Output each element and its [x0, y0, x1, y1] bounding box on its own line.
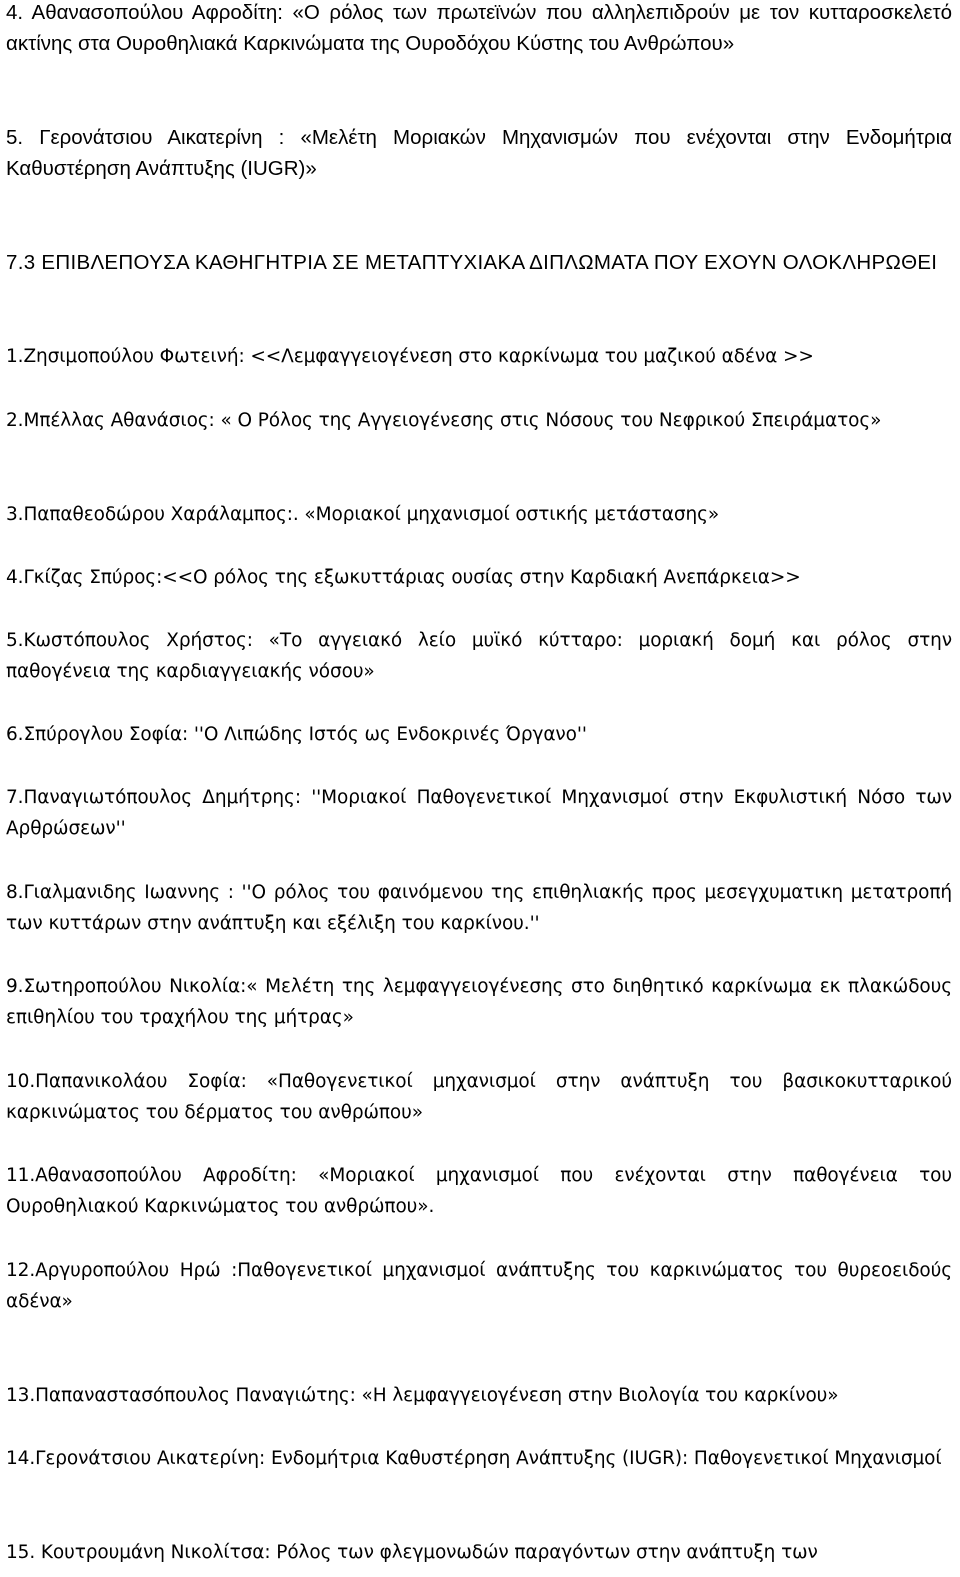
thesis-item-b11: 11.Αθανασοπούλου Αφροδίτη: «Μοριακοί μηχανισμοί που ενέχονται στην παθογένεια του Ουροθηλιακού Καρκινώματος του ανθρώπου». [6, 1165, 952, 1217]
thesis-item-b5: 5.Κωστόπουλος Χρήστος: «Το αγγειακό λείο μυϊκό κύτταρο: μοριακή δομή και ρόλος στην παθογένεια της καρδιαγγειακής νόσου» [6, 630, 952, 682]
thesis-item-b9: 9.Σωτηροπούλου Νικολία:« Μελέτη της λεμφαγγειογένεσης στο διηθητικό καρκίνωμα εκ πλακώδους επιθηλίου του τραχήλου της μήτρας» [6, 976, 952, 1028]
thesis-item-b10: 10.Παπανικολάου Σοφία: «Παθογενετικοί μηχανισμοί στην ανάπτυξη του βασικοκυτταρικού καρκινώματος του δέρματος του ανθρώπου» [6, 1071, 952, 1123]
thesis-item-b2: 2.Μπέλλας Αθανάσιος: « Ο Ρόλος της Αγγειογένεσης στις Νόσους του Νεφρικού Σπειράματος» [6, 410, 882, 431]
thesis-item-b6: 6.Σπύρογλου Σοφία: ''Ο Λιπώδης Ιστός ως Ενδοκρινές Όργανο'' [6, 724, 587, 745]
thesis-item-b4: 4.Γκίζας Σπύρος:<<Ο ρόλος της εξωκυττάριας ουσίας στην Καρδιακή Ανεπάρκεια>> [6, 567, 801, 588]
thesis-item-b7: 7.Παναγιωτόπουλος Δημήτρης: ''Μοριακοί Παθογενετικοί Μηχανισμοί στην Εκφυλιστική Νόσο των Αρθρώσεων'' [6, 787, 952, 839]
section-heading: 7.3 ΕΠΙΒΛΕΠΟΥΣΑ ΚΑΘΗΓΗΤΡΙΑ ΣΕ ΜΕΤΑΠΤΥΧΙΑΚΑ ΔΙΠΛΩΜΑΤΑ ΠΟΥ ΕΧΟΥΝ ΟΛΟΚΛΗΡΩΘΕΙ [6, 251, 938, 274]
thesis-item-b13: 13.Παπαναστασόπουλος Παναγιώτης: «Η λεμφαγγειογένεση στην Βιολογία του καρκίνου» [6, 1385, 839, 1406]
thesis-item-a5: 5. Γερονάτσιου Αικατερίνη : «Μελέτη Μοριακών Μηχανισμών που ενέχονται στην Ενδομήτρια Καθυστέρηση Ανάπτυξης (IUGR)» [6, 126, 952, 180]
thesis-item-a4: 4. Αθανασοπούλου Αφροδίτη: «Ο ρόλος των πρωτεϊνών που αλληλεπιδρούν με τον κυτταροσκελετό ακτίνης στα Ουροθηλιακά Καρκινώματα της Ουροδόχου Κύστης του Ανθρώπου» [6, 1, 952, 55]
thesis-item-b15: 15. Κουτρουμάνη Νικολίτσα: Ρόλος των φλεγμονωδών παραγόντων στην ανάπτυξη των [6, 1542, 818, 1563]
thesis-item-b8: 8.Γιαλμανιδης Ιωαννης : ''Ο ρόλος του φαινόμενου της επιθηλιακής προς μεσεγχυματικη μετατροπή των κυττάρων στην ανάπτυξη και εξέλιξη του καρκίνου.'' [6, 882, 952, 934]
thesis-item-b1: 1.Ζησιμοπούλου Φωτεινή: <<Λεμφαγγειογένεση στο καρκίνωμα του μαζικού αδένα >> [6, 346, 814, 367]
thesis-item-b3: 3.Παπαθεοδώρου Χαράλαμπος:. «Μοριακοί μηχανισμοί οστικής μετάστασης» [6, 504, 720, 525]
thesis-item-b12: 12.Αργυροπούλου Ηρώ :Παθογενετικοί μηχανισμοί ανάπτυξης του καρκινώματος του θυρεοειδούς αδένα» [6, 1260, 952, 1312]
thesis-item-b14: 14.Γερονάτσιου Αικατερίνη: Ενδομήτρια Καθυστέρηση Ανάπτυξης (IUGR): Παθογενετικοί Μηχανισμοί [6, 1448, 942, 1469]
